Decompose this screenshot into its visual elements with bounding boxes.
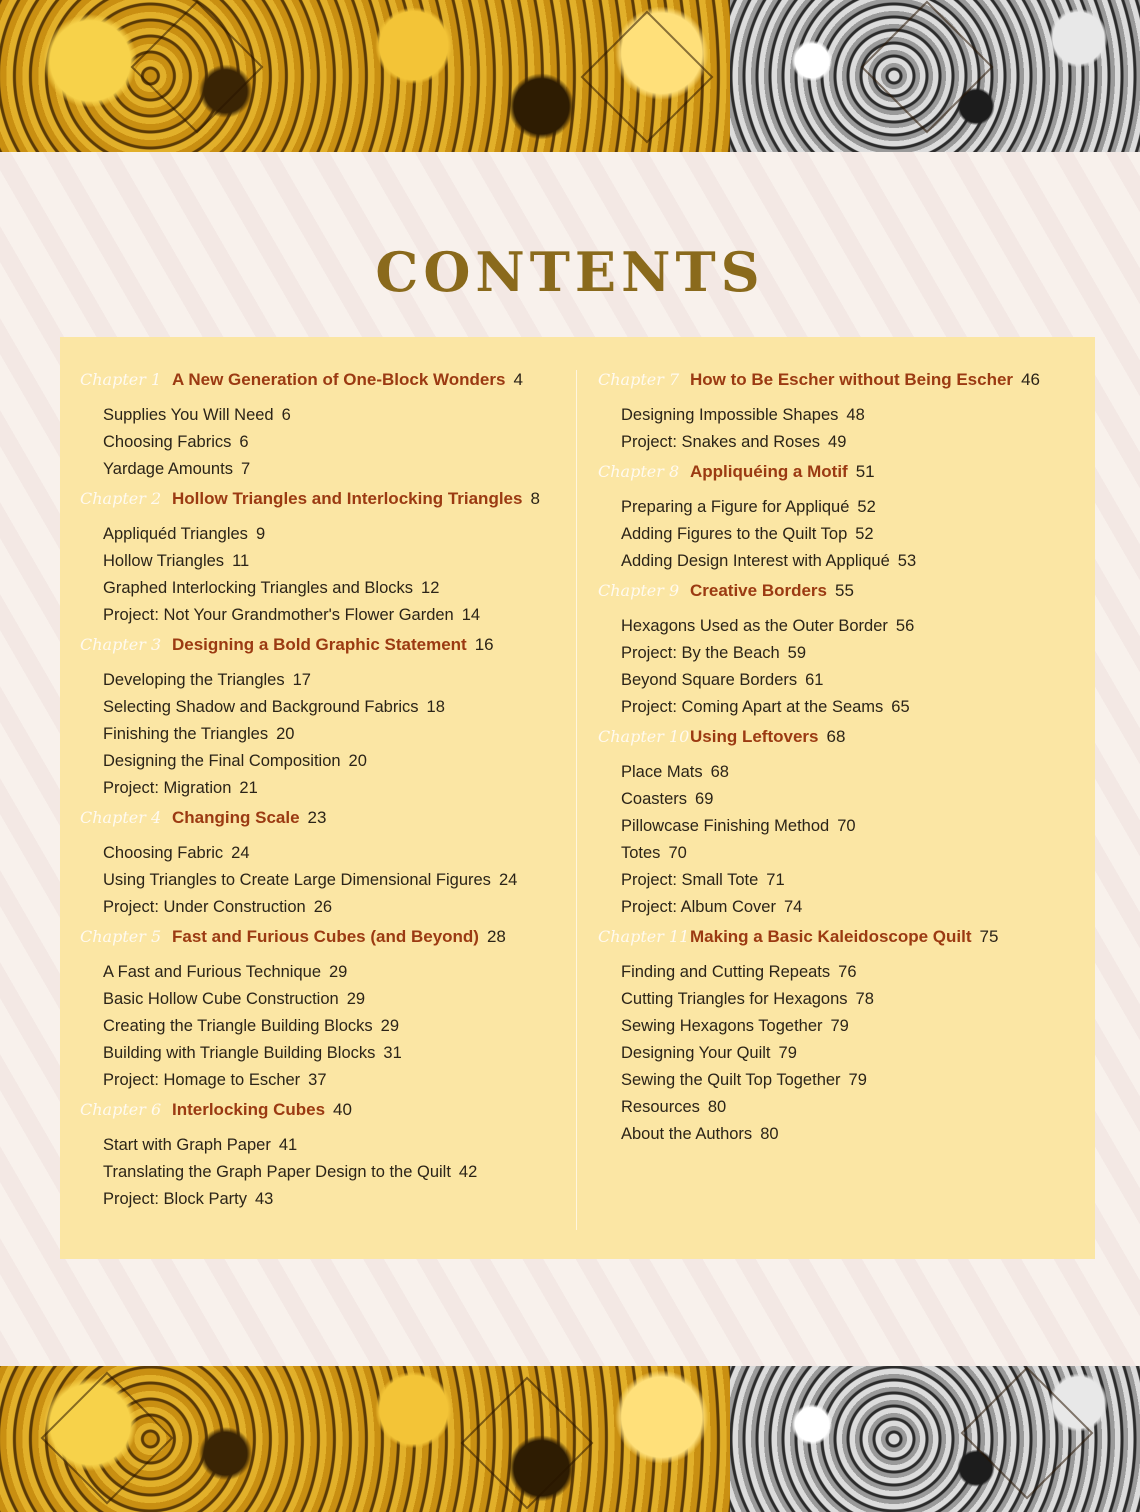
- chapter-heading: [80, 927, 585, 951]
- section-page: 6: [281, 406, 291, 424]
- section-title: Finishing the Triangles: [103, 725, 269, 743]
- section-item: [621, 667, 1103, 694]
- contents-left-column: [80, 366, 585, 1219]
- chapter-title: Creative Borders: [690, 581, 828, 600]
- section-title: Project: Block Party: [103, 1190, 247, 1208]
- section-title: Adding Figures to the Quilt Top: [621, 525, 848, 543]
- section-title: Project: Homage to Escher: [103, 1071, 301, 1089]
- section-item: [621, 813, 1103, 840]
- section-page: 42: [458, 1163, 478, 1181]
- section-item: [621, 1121, 1103, 1148]
- section-list: [103, 521, 585, 629]
- chapter-title: Hollow Triangles and Interlocking Triangles: [172, 489, 523, 508]
- chapter-page: 40: [333, 1100, 352, 1119]
- chapter-heading: [598, 927, 1103, 951]
- top-fabric-band: [0, 0, 1140, 152]
- section-page: 24: [231, 844, 250, 862]
- section-page: 24: [498, 871, 518, 889]
- chapter-page: 46: [1021, 370, 1040, 389]
- section-list: [621, 959, 1103, 1148]
- section-title: Beyond Square Borders: [621, 671, 798, 689]
- section-title: Finding and Cutting Repeats: [621, 963, 831, 981]
- section-title: Project: Coming Apart at the Seams: [621, 698, 884, 716]
- section-page: 56: [895, 617, 915, 635]
- section-item: [103, 602, 585, 629]
- chapter-page: 68: [826, 727, 846, 746]
- section-list: [103, 959, 585, 1094]
- section-item: [103, 667, 585, 694]
- chapter-title: How to Be Escher without Being Escher: [690, 370, 1014, 389]
- section-item: [103, 840, 585, 867]
- chapter-heading: [598, 370, 1103, 394]
- chapter-entry: [80, 927, 585, 1094]
- section-item: [621, 894, 1103, 921]
- section-title: Designing the Final Composition: [103, 752, 341, 770]
- section-page: 74: [783, 898, 803, 916]
- chapter-entry: [598, 927, 1103, 1148]
- section-title: Designing Your Quilt: [621, 1044, 771, 1062]
- section-title: Using Triangles to Create Large Dimensional Figures: [103, 871, 491, 889]
- section-page: 12: [421, 579, 440, 597]
- section-page: 53: [897, 552, 917, 570]
- chapter-heading: [598, 581, 1103, 605]
- section-page: 79: [848, 1071, 867, 1089]
- section-page: 41: [278, 1136, 298, 1154]
- chapter-heading: [80, 635, 585, 659]
- chapter-entry: [80, 808, 585, 921]
- chapter-title: Appliquéing a Motif: [690, 462, 848, 481]
- chapter-heading: [80, 1100, 585, 1124]
- section-list: [621, 613, 1103, 721]
- chapter-label: Chapter 10: [598, 727, 690, 746]
- section-title: Developing the Triangles: [103, 671, 285, 689]
- section-title: Place Mats: [621, 763, 703, 781]
- section-title: Start with Graph Paper: [103, 1136, 271, 1154]
- section-title: Hexagons Used as the Outer Border: [621, 617, 888, 635]
- section-item: [621, 1094, 1103, 1121]
- section-title: Cutting Triangles for Hexagons: [621, 990, 848, 1008]
- chapter-entry: [80, 635, 585, 802]
- section-title: Project: Small Tote: [621, 871, 759, 889]
- section-title: Project: Album Cover: [621, 898, 776, 916]
- section-page: 29: [329, 963, 348, 981]
- section-item: [103, 1186, 585, 1213]
- chapter-page: 8: [530, 489, 540, 508]
- contents-right-column: [598, 366, 1103, 1154]
- section-page: 29: [380, 1017, 400, 1035]
- chapter-title: Using Leftovers: [690, 727, 819, 746]
- chapter-entry: [80, 489, 585, 629]
- section-page: 78: [855, 990, 874, 1008]
- section-page: 52: [855, 525, 874, 543]
- section-item: [103, 1132, 585, 1159]
- section-list: [621, 402, 1103, 456]
- chapter-heading: [80, 808, 585, 832]
- section-item: [621, 402, 1103, 429]
- section-item: [103, 1067, 585, 1094]
- section-page: 79: [778, 1044, 797, 1062]
- section-title: Pillowcase Finishing Method: [621, 817, 830, 835]
- chapter-title: Making a Basic Kaleidoscope Quilt: [690, 927, 972, 946]
- section-item: [621, 429, 1103, 456]
- chapter-page: 28: [486, 927, 506, 946]
- section-page: 11: [232, 552, 250, 570]
- section-list: [621, 494, 1103, 575]
- section-title: Coasters: [621, 790, 688, 808]
- section-item: [103, 775, 585, 802]
- chapter-heading: [598, 462, 1103, 486]
- chapter-label: Chapter 4: [80, 808, 162, 827]
- section-title: Choosing Fabric: [103, 844, 224, 862]
- section-title: Preparing a Figure for Appliqué: [621, 498, 850, 516]
- section-item: [621, 959, 1103, 986]
- section-item: [103, 1040, 585, 1067]
- section-page: 70: [837, 817, 856, 835]
- section-item: [103, 721, 585, 748]
- section-item: [621, 494, 1103, 521]
- section-title: Hollow Triangles: [103, 552, 225, 570]
- section-page: 65: [891, 698, 910, 716]
- section-page: 18: [426, 698, 445, 716]
- section-page: 79: [830, 1017, 849, 1035]
- section-page: 48: [846, 406, 865, 424]
- chapter-label: Chapter 3: [80, 635, 162, 654]
- section-item: [621, 640, 1103, 667]
- chapter-label: Chapter 6: [80, 1100, 162, 1119]
- section-page: 49: [828, 433, 847, 451]
- section-title: Project: Migration: [103, 779, 232, 797]
- section-page: 68: [710, 763, 729, 781]
- chapter-label: Chapter 11: [598, 927, 690, 946]
- chapter-label: Chapter 5: [80, 927, 162, 946]
- section-title: Translating the Graph Paper Design to the Quilt: [103, 1163, 451, 1181]
- section-list: [103, 402, 585, 483]
- chapter-entry: [598, 462, 1103, 575]
- chapter-label: Chapter 8: [598, 462, 680, 481]
- chapter-heading: [80, 489, 585, 513]
- section-title: Adding Design Interest with Appliqué: [621, 552, 890, 570]
- chapter-title: Changing Scale: [172, 808, 300, 827]
- section-item: [621, 867, 1103, 894]
- section-page: 69: [695, 790, 714, 808]
- chapter-title: Designing a Bold Graphic Statement: [172, 635, 467, 654]
- section-page: 14: [461, 606, 481, 624]
- section-item: [621, 1013, 1103, 1040]
- chapter-entry: [598, 727, 1103, 921]
- section-title: Selecting Shadow and Background Fabrics: [103, 698, 419, 716]
- page-title: CONTENTS: [375, 240, 765, 304]
- chapter-page: 16: [474, 635, 494, 654]
- section-title: Project: By the Beach: [621, 644, 780, 662]
- section-title: Totes: [621, 844, 661, 862]
- chapter-heading: [80, 370, 585, 394]
- section-page: 71: [766, 871, 785, 889]
- section-title: Supplies You Will Need: [103, 406, 274, 424]
- section-list: [103, 840, 585, 921]
- chapter-page: 4: [513, 370, 523, 389]
- section-item: [103, 429, 585, 456]
- section-item: [103, 894, 585, 921]
- section-item: [103, 986, 585, 1013]
- section-page: 20: [276, 725, 295, 743]
- section-list: [103, 1132, 585, 1213]
- section-item: [621, 521, 1103, 548]
- section-list: [621, 759, 1103, 921]
- chapter-heading: [598, 727, 1103, 751]
- section-item: [621, 759, 1103, 786]
- section-title: Designing Impossible Shapes: [621, 406, 839, 424]
- chapter-label: Chapter 1: [80, 370, 162, 389]
- section-item: [621, 786, 1103, 813]
- section-page: 70: [668, 844, 687, 862]
- chapter-page: 55: [835, 581, 854, 600]
- section-item: [103, 548, 585, 575]
- section-page: 20: [348, 752, 367, 770]
- section-page: 17: [292, 671, 311, 689]
- section-page: 31: [383, 1044, 402, 1062]
- section-item: [103, 575, 585, 602]
- section-item: [621, 613, 1103, 640]
- chapter-entry: [80, 1100, 585, 1213]
- section-page: 7: [240, 460, 251, 478]
- section-list: [103, 667, 585, 802]
- section-title: Sewing Hexagons Together: [621, 1017, 823, 1035]
- section-title: Graphed Interlocking Triangles and Blocks: [103, 579, 414, 597]
- chapter-title: A New Generation of One-Block Wonders: [172, 370, 506, 389]
- section-title: Project: Under Construction: [103, 898, 306, 916]
- section-title: Yardage Amounts: [103, 460, 233, 478]
- section-item: [103, 959, 585, 986]
- chapter-entry: [80, 370, 585, 483]
- section-title: Choosing Fabrics: [103, 433, 232, 451]
- bottom-fabric-band: [0, 1366, 1140, 1512]
- section-page: 26: [313, 898, 333, 916]
- section-title: Creating the Triangle Building Blocks: [103, 1017, 373, 1035]
- section-item: [103, 1013, 585, 1040]
- section-title: Project: Not Your Grandmother's Flower Garden: [103, 606, 454, 624]
- section-item: [621, 548, 1103, 575]
- section-title: Basic Hollow Cube Construction: [103, 990, 339, 1008]
- section-item: [103, 521, 585, 548]
- section-title: Project: Snakes and Roses: [621, 433, 821, 451]
- chapter-page: 51: [855, 462, 875, 481]
- section-item: [621, 986, 1103, 1013]
- section-item: [103, 867, 585, 894]
- section-title: A Fast and Furious Technique: [103, 963, 321, 981]
- section-page: 80: [760, 1125, 779, 1143]
- section-page: 6: [239, 433, 249, 451]
- chapter-label: Chapter 9: [598, 581, 680, 600]
- section-item: [103, 402, 585, 429]
- chapter-title: Interlocking Cubes: [172, 1100, 326, 1119]
- chapter-page: 75: [979, 927, 999, 946]
- section-page: 52: [857, 498, 876, 516]
- section-page: 59: [787, 644, 807, 662]
- section-item: [103, 456, 585, 483]
- section-title: Resources: [621, 1098, 700, 1116]
- section-page: 29: [346, 990, 366, 1008]
- section-item: [621, 1067, 1103, 1094]
- chapter-title: Fast and Furious Cubes (and Beyond): [172, 927, 479, 946]
- section-title: Appliquéd Triangles: [103, 525, 248, 543]
- section-page: 37: [308, 1071, 327, 1089]
- section-page: 43: [254, 1190, 274, 1208]
- section-title: Sewing the Quilt Top Together: [621, 1071, 841, 1089]
- section-item: [621, 840, 1103, 867]
- section-item: [103, 1159, 585, 1186]
- section-item: [103, 748, 585, 775]
- section-page: 21: [239, 779, 258, 797]
- chapter-entry: [598, 370, 1103, 456]
- section-page: 76: [838, 963, 857, 981]
- section-page: 80: [707, 1098, 727, 1116]
- chapter-entry: [598, 581, 1103, 721]
- section-page: 9: [255, 525, 266, 543]
- section-item: [103, 694, 585, 721]
- section-title: Building with Triangle Building Blocks: [103, 1044, 376, 1062]
- section-page: 61: [805, 671, 824, 689]
- section-item: [621, 1040, 1103, 1067]
- chapter-label: Chapter 7: [598, 370, 680, 389]
- chapter-page: 23: [307, 808, 327, 827]
- section-title: About the Authors: [621, 1125, 753, 1143]
- section-item: [621, 694, 1103, 721]
- chapter-label: Chapter 2: [80, 489, 162, 508]
